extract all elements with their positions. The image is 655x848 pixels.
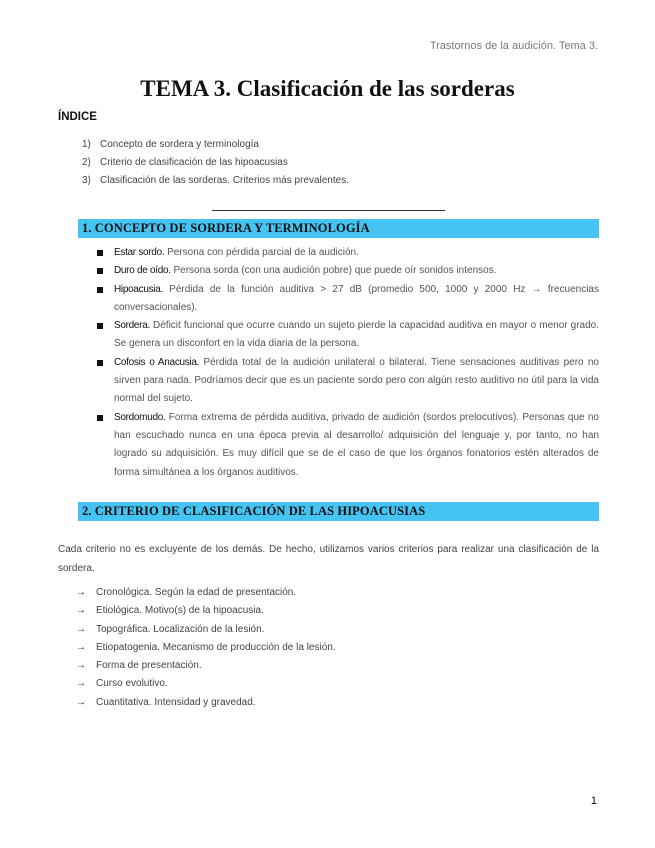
criterion-text: Cronológica. Según la edad de presentación. [96,587,297,598]
index-item-text: Clasificación de las sorderas. Criterios más prevalentes. [100,175,349,186]
list-item [76,694,336,712]
index-list [82,136,349,190]
page-number: 1 [590,795,597,807]
index-item-number: 2) [82,157,91,168]
horizontal-divider [212,210,445,211]
bullet-term: Cofosis o Anacusia. [114,356,200,368]
index-item-number: 3) [82,175,91,186]
arrow-right-icon: → [76,660,86,672]
index-item-text: Criterio de clasificación de las hipoacusias [100,157,288,168]
arrow-right-icon: → [76,641,86,653]
index-heading: ÍNDICE [58,111,97,123]
bullet-term: Hipoacusia. [114,283,163,295]
bullet-definition: Persona sorda (con una audición pobre) que puede oír sonidos intensos. [170,265,497,277]
index-item [82,172,349,190]
bullet-term: Sordera. [114,320,150,332]
bullet-term: Duro de oído. [114,265,171,277]
index-item [82,154,349,172]
list-item [97,317,599,354]
bullet-term: Sordomudo. [114,411,166,423]
list-item [97,354,599,409]
running-header: Trastornos de la audición. Tema 3. [429,40,598,52]
terminology-list [97,244,599,482]
index-item-text: Concepto de sordera y terminología [100,139,259,150]
bullet-definition: Persona con pérdida parcial de la audición. [164,247,359,258]
criterion-text: Forma de presentación. [96,660,202,672]
bullet-definition: Pérdida total de la audición unilateral o bilateral. Tiene sensaciones auditivas pero no sirven para nada. Podríamos decir que es un paciente sordo pero con algún resto auditivo no útil para la vida normal del sujeto. [114,356,599,405]
criterion-text: Topográfica. Localización de la lesión. [96,623,265,635]
section-2-intro: Cada criterio no es excluyente de los demás. De hecho, utilizamos varios criterios para realizar una clasificación de la sordera. [58,544,599,574]
index-item-number: 1) [82,139,91,150]
bullet-definition: Forma extrema de pérdida auditiva, privado de audición (sordos prelocutivos). Personas que no han escuchado nunca en una época previa al desarrollo/ adquisición del lenguaje y, por tanto, no han logrado su adquisición. Es muy difícil que se de el caso de que los órganos fonatorios estén alterados de forma simultánea a los órganos auditivos. [114,411,599,478]
arrow-right-icon: → [76,678,86,690]
index-item [82,136,349,154]
criterion-text: Etiopatogenia. Mecanismo de producción de la lesión. [96,641,336,653]
bullet-definition: Déficit funcional que ocurre cuando un sujeto pierde la capacidad auditiva en mayor o menor grado. Se genera un disconfort en la vida diaria de la persona. [114,320,599,350]
list-item [76,584,336,602]
list-item [76,602,336,620]
bullet-square-icon [97,250,103,256]
bullet-square-icon [97,415,103,421]
bullet-term: Estar sordo. [114,247,165,258]
section-1-heading: 1. CONCEPTO DE SORDERA Y TERMINOLOGÍA [82,221,370,235]
list-item [97,244,599,262]
bullet-square-icon [97,287,103,293]
list-item [97,281,599,318]
list-item [76,657,336,675]
arrow-right-icon: → [76,587,86,598]
list-item [76,639,336,657]
bullet-square-icon [97,360,103,366]
section-2-heading: 2. CRITERIO DE CLASIFICACIÓN DE LAS HIPOACUSIAS [82,504,426,518]
page-title: TEMA 3. Clasificación de las sorderas [140,76,515,101]
arrow-right-icon: → [76,623,86,635]
section-1-heading-bar [78,219,599,238]
bullet-definition: Pérdida de la función auditiva > 27 dB (promedio 500, 1000 y 2000 Hz → frecuencias conversacionales). [114,283,599,313]
criterion-text: Curso evolutivo. [96,678,168,690]
list-item [76,675,336,693]
criterion-text: Etiológica. Motivo(s) de la hipoacusia. [96,605,264,617]
arrow-right-icon: → [76,696,86,708]
bullet-square-icon [97,268,103,274]
list-item [97,409,599,482]
criteria-list [76,584,336,712]
bullet-square-icon [97,323,103,329]
arrow-right-icon: → [76,605,86,617]
section-2-heading-bar [78,502,599,521]
list-item [97,262,599,280]
list-item [76,621,336,639]
criterion-text: Cuantitativa. Intensidad y gravedad. [96,696,256,708]
